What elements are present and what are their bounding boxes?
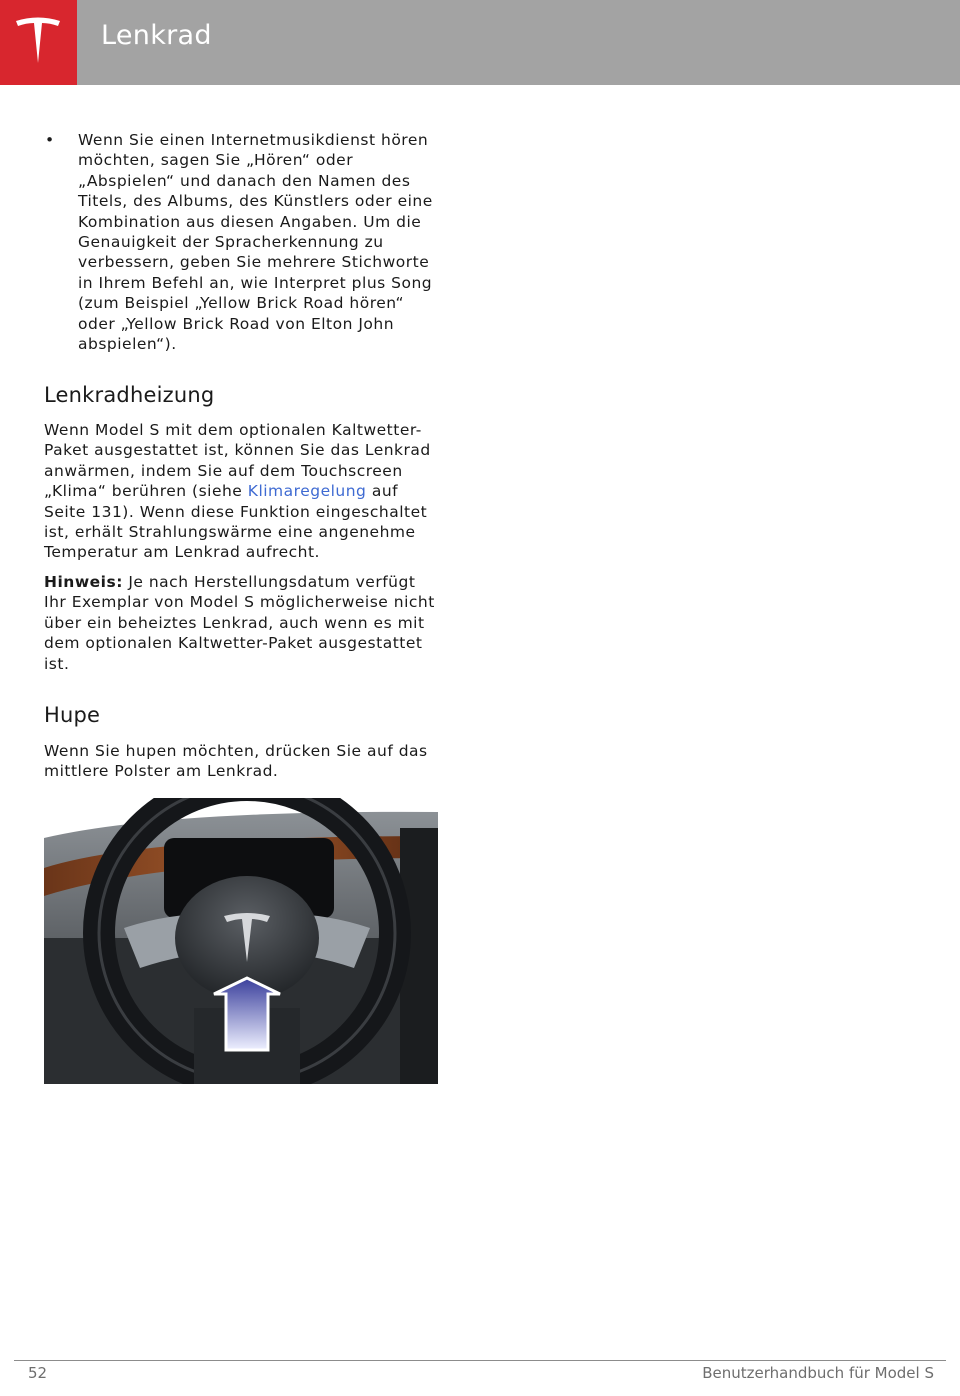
bullet-dot: •	[45, 131, 55, 149]
note-label: Hinweis:	[44, 573, 123, 591]
horn-paragraph: Wenn Sie hupen möchten, drücken Sie auf das mittlere Polster am Lenkrad.	[44, 742, 428, 781]
page-number: 52	[28, 1364, 48, 1382]
list-item-text: Wenn Sie einen Internetmusikdienst hören möchten, sagen Sie „Hören“ oder „Abspielen“ und danach den Namen des Titels, des Albums, des Künstlers oder eine Kombination aus diesen Angaben. Um die Genauigkeit der Spracherkennung zu verbessern, geben Sie mehrere Stichworte in Ihrem Befehl an, wie Interpret plus Song (zum Beispiel „Yellow Brick Road hören“ oder „Yellow Brick Road von Elton John abspielen“).	[78, 131, 433, 354]
page-title: Lenkrad	[101, 20, 212, 51]
note-paragraph	[44, 572, 438, 674]
footer-manual-title: Benutzerhandbuch für Model S	[702, 1364, 934, 1382]
section-heading-hupe: Hupe	[44, 703, 101, 727]
klimaregelung-link[interactable]: Klimaregelung	[247, 482, 367, 501]
list-item	[44, 130, 438, 354]
header-bar	[77, 0, 960, 85]
note-text: Je nach Herstellungsdatum verfügt Ihr Exemplar von Model S möglicherweise nicht über ein beheiztes Lenkrad, auch wenn es mit dem optionalen Kaltwetter-Paket ausgestattet ist.	[44, 573, 435, 673]
brand-logo-box	[0, 0, 77, 85]
section-heading-lenkradheizung: Lenkradheizung	[44, 383, 215, 407]
heating-text-1: Wenn Model S mit dem optionalen Kaltwetter-Paket ausgestattet ist, können Sie das Lenkrad anwärmen, indem Sie auf dem Touchscreen „Klima“ berühren (siehe	[44, 421, 431, 501]
heating-text-2: auf Seite 131). Wenn diese Funktion eingeschaltet ist, erhält Strahlungswärme eine angenehme Temperatur am Lenkrad aufrecht.	[44, 482, 428, 562]
bullet-list	[44, 130, 438, 354]
heating-paragraph	[44, 420, 438, 563]
steering-wheel-illustration	[44, 798, 438, 1084]
tesla-logo-icon	[14, 15, 62, 67]
footer-divider	[14, 1360, 946, 1361]
